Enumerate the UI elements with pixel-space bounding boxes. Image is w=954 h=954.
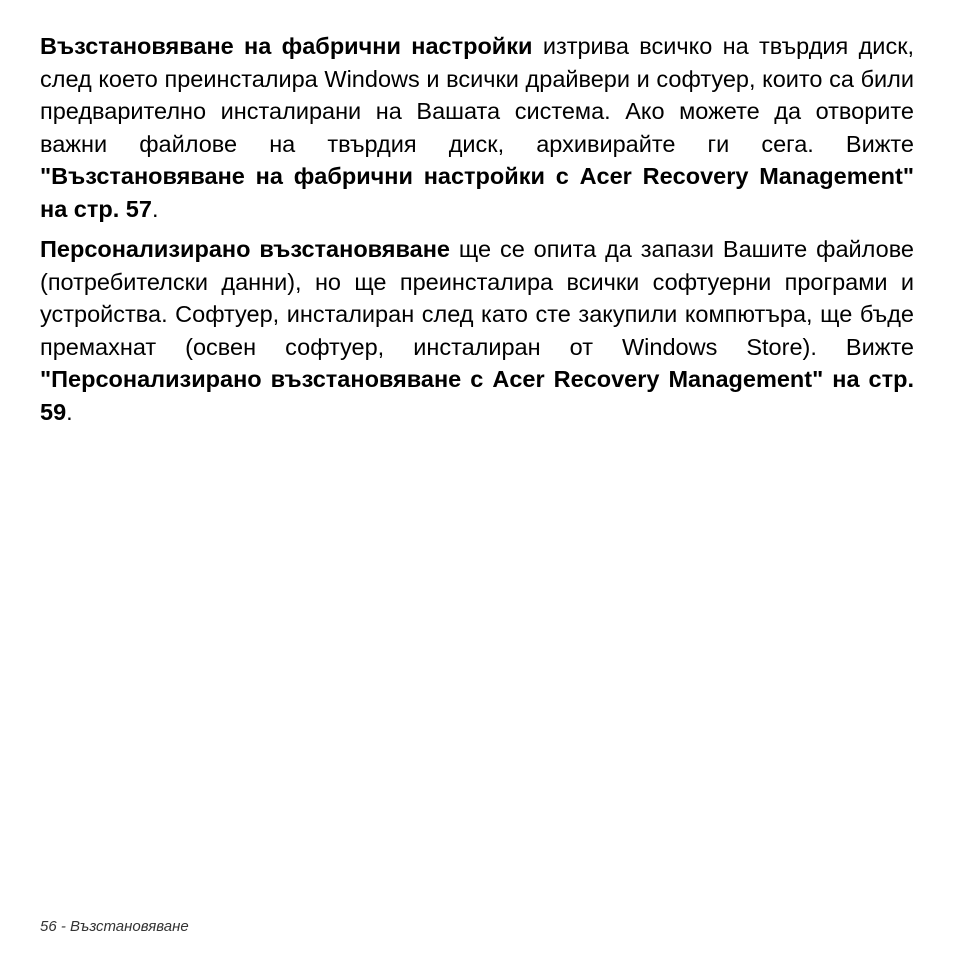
factory-reset-term: Възстановяване на фабрични настройки	[40, 33, 533, 59]
factory-reset-reference-link[interactable]: "Възстановяване на фабрични настройки с Acer Recovery Management" на стр. 57	[40, 163, 914, 222]
factory-reset-description: изтрива всичко на твърдия диск, след което преинсталира Windows и всички драйвери и софтуер, които са били предварително инсталирани на Вашата система. Ако можете да отворите важни файлове на твърдия диск, архивирайте ги сега. Вижте	[40, 33, 914, 157]
paragraph-custom-restore	[40, 233, 914, 428]
factory-reset-period: .	[151, 195, 159, 222]
custom-restore-reference-link[interactable]: "Персонализирано възстановяване с Acer Recovery Management" на стр. 59	[40, 366, 914, 425]
paragraph-factory-reset	[40, 30, 914, 225]
custom-restore-period: .	[66, 398, 73, 425]
page-footer: 56 - Възстановяване	[40, 918, 189, 935]
custom-restore-term: Персонализирано възстановяване	[40, 236, 450, 262]
page-content	[40, 30, 914, 436]
custom-restore-description: ще се опита да запази Вашите файлове (потребителски данни), но ще преинсталира всички софтуерни програми и устройства. Софтуер, инсталиран след като сте закупили компютъра, ще бъде премахнат (освен софтуер, инсталиран от Windows Store). Вижте	[40, 236, 914, 360]
